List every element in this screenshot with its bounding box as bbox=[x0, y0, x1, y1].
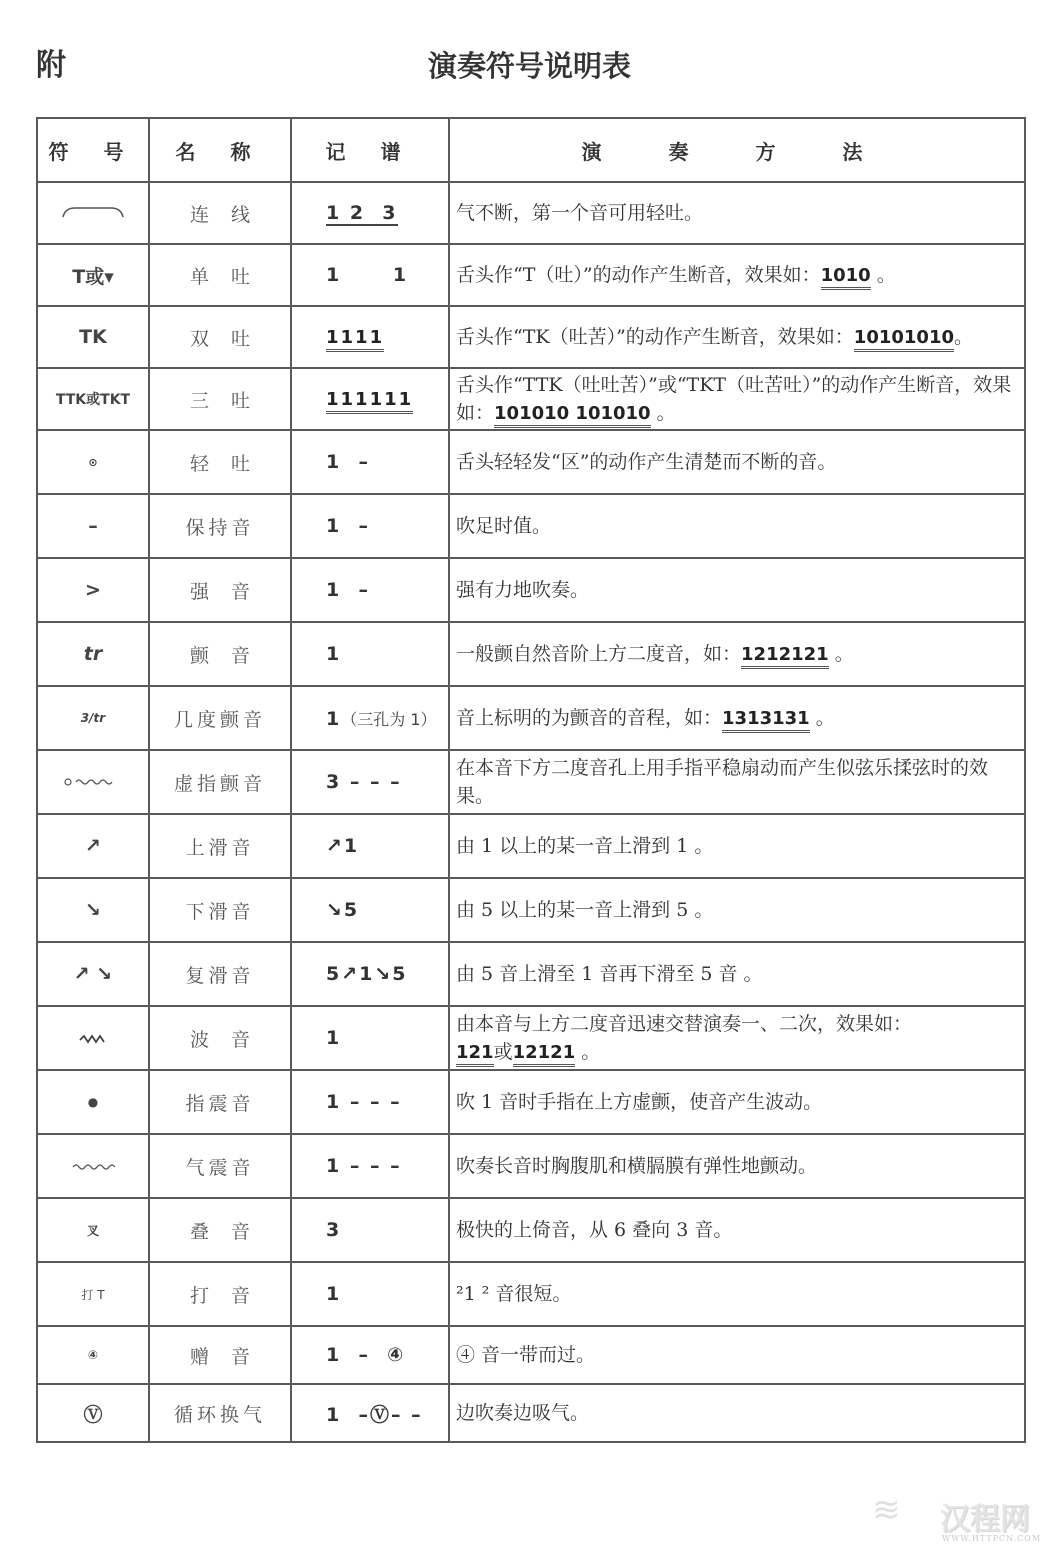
row-notation: 1 bbox=[291, 1006, 449, 1070]
row-name: 叠音 bbox=[149, 1198, 291, 1262]
row-method: 一般颤自然音阶上方二度音，如：1212121 。 bbox=[449, 622, 1025, 686]
row-name: 双吐 bbox=[149, 306, 291, 368]
row-notation: 5↗1↘5 bbox=[291, 942, 449, 1006]
row-name: 循环换气 bbox=[149, 1384, 291, 1442]
table-row bbox=[37, 244, 1025, 306]
table-row bbox=[37, 750, 1025, 814]
table-row bbox=[37, 1198, 1025, 1262]
row-notation: 1 bbox=[291, 1262, 449, 1326]
row-symbol: T或▾ bbox=[37, 244, 149, 306]
table-row bbox=[37, 306, 1025, 368]
table-row bbox=[37, 1006, 1025, 1070]
row-method: 由 5 音上滑至 1 音再下滑至 5 音 。 bbox=[449, 942, 1025, 1006]
row-name: 保持音 bbox=[149, 494, 291, 558]
row-method: ²1 ² 音很短。 bbox=[449, 1262, 1025, 1326]
row-method: 吹足时值。 bbox=[449, 494, 1025, 558]
table-row bbox=[37, 814, 1025, 878]
circular-breathing-icon: Ⓥ bbox=[37, 1384, 149, 1442]
table-row bbox=[37, 494, 1025, 558]
table-row bbox=[37, 1384, 1025, 1442]
row-notation: 1111 bbox=[291, 306, 449, 368]
row-name: 赠音 bbox=[149, 1326, 291, 1384]
watermark bbox=[872, 1490, 1042, 1550]
row-method: 吹奏长音时胸腹肌和横膈膜有弹性地颤动。 bbox=[449, 1134, 1025, 1198]
row-name: 连线 bbox=[149, 182, 291, 244]
row-method: 气不断，第一个音可用轻吐。 bbox=[449, 182, 1025, 244]
grace-tail-icon: ④ bbox=[37, 1326, 149, 1384]
glide-up-icon: ↗ bbox=[37, 814, 149, 878]
finger-vibrato-icon bbox=[37, 750, 149, 814]
table-row bbox=[37, 1134, 1025, 1198]
header-notation: 记 谱 bbox=[291, 118, 449, 182]
interval-trill-icon: 3/tr bbox=[37, 686, 149, 750]
row-name: 打音 bbox=[149, 1262, 291, 1326]
accent-icon: > bbox=[37, 558, 149, 622]
row-notation: 1 – – – bbox=[291, 1070, 449, 1134]
table-row bbox=[37, 1070, 1025, 1134]
row-method: 极快的上倚音，从 6 叠向 3 音。 bbox=[449, 1198, 1025, 1262]
row-notation: 1 bbox=[291, 622, 449, 686]
header-name: 名 称 bbox=[149, 118, 291, 182]
breath-vibrato-icon bbox=[37, 1134, 149, 1198]
table-row bbox=[37, 1326, 1025, 1384]
row-notation: 3 bbox=[291, 1198, 449, 1262]
glide-down-icon: ↘ bbox=[37, 878, 149, 942]
row-name: 颤音 bbox=[149, 622, 291, 686]
table-row bbox=[37, 686, 1025, 750]
performance-symbols-table bbox=[36, 117, 1026, 1443]
row-name: 气震音 bbox=[149, 1134, 291, 1198]
watermark-logo-icon: ≋ bbox=[872, 1490, 901, 1530]
table-row bbox=[37, 878, 1025, 942]
header-symbol: 符 号 bbox=[37, 118, 149, 182]
watermark-name: 汉程网 bbox=[940, 1502, 1030, 1537]
finger-tremolo-icon: ● bbox=[37, 1070, 149, 1134]
row-name: 几度颤音 bbox=[149, 686, 291, 750]
table-row bbox=[37, 942, 1025, 1006]
row-name: 强音 bbox=[149, 558, 291, 622]
row-notation: 1 – – – bbox=[291, 1134, 449, 1198]
row-method: 强有力地吹奏。 bbox=[449, 558, 1025, 622]
strike-note-icon: 打 T bbox=[37, 1262, 149, 1326]
row-method: 舌头作“T（吐）”的动作产生断音，效果如：1010 。 bbox=[449, 244, 1025, 306]
row-method: 边吹奏边吸气。 bbox=[449, 1384, 1025, 1442]
row-method: 舌头作“TK（吐苦）”的动作产生断音，效果如：10101010。 bbox=[449, 306, 1025, 368]
table-row bbox=[37, 622, 1025, 686]
row-method: 舌头作“TTK（吐吐苦）”或“TKT（吐苦吐）”的动作产生断音，效果如：101010 101010 。 bbox=[449, 368, 1025, 430]
fold-note-icon: 叉 bbox=[37, 1198, 149, 1262]
row-name: 下滑音 bbox=[149, 878, 291, 942]
watermark-url: WWW.HTTPCN.COM bbox=[942, 1534, 1042, 1543]
row-symbol: TK bbox=[37, 306, 149, 368]
row-notation: 1 1 bbox=[291, 244, 449, 306]
row-notation: 1 2 3 bbox=[291, 182, 449, 244]
row-method: 由 1 以上的某一音上滑到 1 。 bbox=[449, 814, 1025, 878]
row-notation: 1 –Ⓥ– – bbox=[291, 1384, 449, 1442]
table-header-row bbox=[37, 118, 1025, 182]
row-name: 轻吐 bbox=[149, 430, 291, 494]
row-notation: 1 – bbox=[291, 494, 449, 558]
light-tongue-icon: ⊙ bbox=[37, 430, 149, 494]
row-name: 上滑音 bbox=[149, 814, 291, 878]
row-name: 波音 bbox=[149, 1006, 291, 1070]
row-notation: ↗1 bbox=[291, 814, 449, 878]
row-method: ④ 音一带而过。 bbox=[449, 1326, 1025, 1384]
row-name: 三吐 bbox=[149, 368, 291, 430]
table-row bbox=[37, 1262, 1025, 1326]
row-notation: 3 – – – bbox=[291, 750, 449, 814]
row-notation: 1 – bbox=[291, 430, 449, 494]
row-name: 复滑音 bbox=[149, 942, 291, 1006]
row-method: 音上标明的为颤音的音程，如：1313131 。 bbox=[449, 686, 1025, 750]
header-method: 演 奏 方 法 bbox=[449, 118, 1025, 182]
row-symbol: – bbox=[37, 494, 149, 558]
row-method: 由 5 以上的某一音上滑到 5 。 bbox=[449, 878, 1025, 942]
trill-icon: tr bbox=[37, 622, 149, 686]
row-method: 由本音与上方二度音迅速交替演奏一、二次，效果如： 121或12121 。 bbox=[449, 1006, 1025, 1070]
appendix-label: 附 bbox=[36, 48, 66, 83]
row-method: 舌头轻轻发“区”的动作产生清楚而不断的音。 bbox=[449, 430, 1025, 494]
row-method: 吹 1 音时手指在上方虚颤，使音产生波动。 bbox=[449, 1070, 1025, 1134]
slur-symbol-icon bbox=[37, 182, 149, 244]
row-name: 虚指颤音 bbox=[149, 750, 291, 814]
row-name: 指震音 bbox=[149, 1070, 291, 1134]
table-row bbox=[37, 430, 1025, 494]
row-method: 在本音下方二度音孔上用手指平稳扇动而产生似弦乐揉弦时的效果。 bbox=[449, 750, 1025, 814]
row-notation: 1 – bbox=[291, 558, 449, 622]
table-row bbox=[37, 368, 1025, 430]
table-row bbox=[37, 558, 1025, 622]
row-notation: ↘5 bbox=[291, 878, 449, 942]
row-notation: 1 – ④ bbox=[291, 1326, 449, 1384]
row-notation: 111111 bbox=[291, 368, 449, 430]
row-notation: 1（三孔为 1） bbox=[291, 686, 449, 750]
row-name: 单吐 bbox=[149, 244, 291, 306]
document-title: 演奏符号说明表 bbox=[428, 49, 632, 83]
mordent-icon bbox=[37, 1006, 149, 1070]
row-symbol: TTK或TKT bbox=[37, 368, 149, 430]
table-row bbox=[37, 182, 1025, 244]
compound-glide-icon: ↗ ↘ bbox=[37, 942, 149, 1006]
